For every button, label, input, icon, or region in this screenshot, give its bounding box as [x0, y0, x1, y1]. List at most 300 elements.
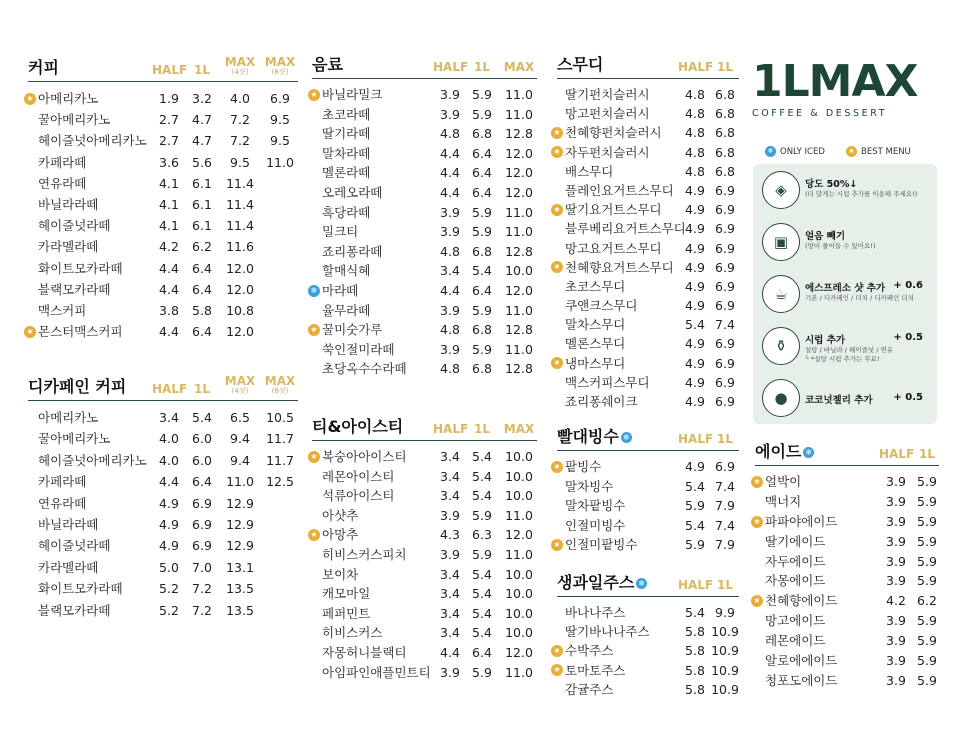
menu-item	[28, 428, 298, 449]
menu-item-name: 딸기라떼	[322, 126, 371, 142]
menu-item-price: 6.4	[472, 282, 492, 298]
menu-item-price: 12.0	[505, 282, 533, 298]
menu-item-price: 4.9	[685, 394, 705, 409]
menu-item-list	[553, 603, 739, 699]
menu-item-price: 11.0	[505, 507, 533, 523]
column-header-label: HALF	[433, 60, 469, 74]
menu-item-price: 4.7	[192, 133, 212, 149]
menu-item-price: 13.5	[226, 602, 254, 618]
menu-item-price: 3.9	[440, 106, 460, 122]
menu-item-name: 맥스커피	[38, 302, 87, 318]
section-bingsu	[553, 426, 739, 555]
menu-item-name: 밀크티	[322, 224, 359, 240]
menu-item-price: 5.2	[159, 602, 179, 618]
menu-item-price: 11.4	[226, 196, 254, 212]
menu-item-price: 12.5	[266, 474, 294, 490]
menu-item-name: 레몬아이스티	[322, 468, 395, 484]
menu-item-name: 알로에에이드	[765, 653, 838, 669]
menu-item-price: 4.7	[192, 112, 212, 128]
menu-item	[312, 340, 537, 360]
column-header	[152, 384, 186, 395]
menu-item-price: 5.8	[685, 643, 705, 659]
menu-item-price: 7.2	[192, 581, 212, 597]
snowflake-icon: ❄	[803, 447, 814, 458]
column-header	[708, 62, 742, 73]
menu-item-price: 7.9	[715, 537, 735, 553]
menu-item-price: 6.4	[472, 165, 492, 181]
menu-item-price: 5.4	[685, 605, 705, 620]
syrup-bottle-icon: ⚱	[762, 327, 800, 365]
menu-item-price: 4.9	[685, 298, 705, 314]
menu-item-name: 딸기바나나주스	[565, 624, 650, 640]
menu-item-price: 6.9	[270, 91, 290, 106]
menu-item-price: 9.5	[270, 112, 290, 128]
menu-item	[28, 471, 298, 492]
option-price: + 0.5	[893, 332, 923, 343]
menu-item-name: 바닐라라떼	[38, 196, 99, 212]
menu-item-name: 천혜향요거트스무디	[565, 259, 674, 275]
column-header	[185, 384, 219, 395]
section-header	[312, 54, 537, 79]
menu-item-name: 연유라떼	[38, 495, 87, 511]
column-header-note: (4샷)	[231, 387, 249, 395]
menu-item-price: 10.0	[505, 605, 533, 621]
menu-item	[28, 600, 298, 621]
menu-item-price: 5.9	[685, 537, 705, 553]
menu-item-price: 4.9	[685, 459, 705, 474]
option-desc: (더 달게는 시럽 추가를 이용해 주세요!)	[805, 190, 918, 198]
option-espresso	[753, 268, 937, 320]
menu-item	[553, 123, 739, 142]
menu-item-name: 카라멜라떼	[38, 239, 99, 255]
column-header-label: HALF	[152, 63, 188, 77]
menu-item-name: 말차빙수	[565, 478, 614, 494]
menu-item-price: 13.5	[226, 581, 254, 597]
menu-item-price: 9.9	[715, 605, 735, 620]
menu-item-price: 4.8	[440, 361, 460, 377]
menu-item-name: 블랙모카라떼	[38, 602, 111, 618]
menu-item-name: 마라떼	[322, 282, 359, 298]
menu-item-name: 아메리카노	[38, 410, 99, 425]
menu-item-price: 3.9	[886, 573, 906, 589]
menu-item-price: 10.0	[505, 625, 533, 641]
column-header	[185, 65, 219, 76]
menu-item-price: 12.9	[226, 538, 254, 554]
menu-item	[755, 552, 939, 572]
menu-item-price: 3.9	[886, 493, 906, 509]
menu-item-price: 10.9	[711, 624, 739, 640]
menu-item-price: 4.9	[159, 516, 179, 532]
menu-item	[557, 603, 739, 622]
menu-item-price: 4.4	[440, 644, 460, 660]
option-desc: 기본 / 디카페인 / 더치 / 디카페인 더치	[805, 294, 914, 302]
menu-item-price: 12.8	[505, 126, 533, 142]
menu-item-price: 5.2	[159, 581, 179, 597]
menu-item	[755, 671, 939, 691]
menu-item-price: 5.9	[472, 204, 492, 220]
column-header-label: 1L	[717, 578, 733, 592]
menu-item-price: 4.0	[230, 91, 250, 106]
menu-item-price: 11.0	[505, 87, 533, 102]
menu-item	[553, 641, 739, 660]
legend-only-iced	[765, 146, 825, 157]
menu-item-price: 5.9	[917, 573, 937, 589]
menu-item-name: 할매식혜	[322, 263, 371, 279]
menu-item	[312, 584, 537, 604]
star-icon: ★	[551, 204, 563, 216]
menu-item-price: 3.6	[159, 154, 179, 170]
menu-item-price: 4.4	[440, 165, 460, 181]
menu-item-price: 6.9	[715, 355, 735, 371]
column-header-label: MAX	[503, 60, 535, 74]
section-title	[28, 374, 126, 397]
menu-item-price: 5.9	[472, 664, 492, 680]
menu-item	[557, 85, 739, 104]
section-header	[557, 426, 739, 451]
menu-item	[312, 301, 537, 321]
menu-item-name: 율무라떼	[322, 302, 371, 318]
menu-item-name: 죠리퐁라떼	[322, 243, 383, 259]
menu-item-price: 6.9	[715, 202, 735, 218]
menu-item-price: 4.9	[685, 240, 705, 256]
menu-item	[312, 203, 537, 223]
menu-item-name: 자몽허니블랙티	[322, 644, 407, 660]
menu-item-price: 6.9	[715, 278, 735, 294]
menu-item-price: 5.9	[917, 553, 937, 569]
section-title	[755, 439, 814, 462]
menu-item	[28, 279, 298, 300]
menu-item	[553, 661, 739, 680]
column-header	[502, 424, 536, 435]
menu-item-price: 6.8	[472, 361, 492, 377]
menu-item-price: 3.4	[440, 449, 460, 464]
section-title-text: 디카페인 커피	[28, 377, 127, 396]
menu-item	[755, 651, 939, 671]
star-icon: ★	[551, 261, 563, 273]
menu-item	[557, 373, 739, 392]
menu-item-price: 5.4	[192, 410, 212, 425]
menu-item-name: 카페라떼	[38, 474, 87, 490]
menu-item-price: 5.9	[917, 513, 937, 529]
menu-item-name: 딸기요거트스무디	[565, 202, 662, 218]
column-header-label: 1L	[919, 447, 935, 461]
column-header	[433, 424, 467, 435]
menu-item-price: 4.4	[159, 474, 179, 490]
menu-item-price: 11.0	[505, 106, 533, 122]
menu-item-price: 9.5	[230, 154, 250, 170]
option-ice	[753, 216, 937, 268]
menu-item-name: 파파야에이드	[765, 513, 838, 529]
menu-item-price: 5.9	[917, 613, 937, 629]
section-decaf	[28, 376, 298, 621]
menu-item-price: 6.1	[192, 218, 212, 234]
column-header-label: 1L	[194, 382, 210, 396]
menu-item-price: 4.8	[685, 106, 705, 122]
menu-item	[28, 321, 298, 342]
menu-item-price: 6.4	[192, 324, 212, 340]
column-header	[708, 580, 742, 591]
menu-item-price: 5.4	[472, 625, 492, 641]
menu-item-price: 3.9	[440, 87, 460, 102]
menu-item-list	[755, 472, 939, 691]
menu-item	[28, 194, 298, 215]
menu-item-name: 오레오라떼	[322, 184, 383, 200]
star-icon: ★	[308, 324, 320, 336]
menu-item-list	[28, 88, 298, 342]
menu-item-name: 쿠앤크스무디	[565, 298, 638, 314]
section-title	[312, 414, 403, 437]
menu-item-price: 3.9	[440, 204, 460, 220]
menu-item-price: 6.4	[472, 184, 492, 200]
menu-item	[28, 535, 298, 556]
menu-item-price: 6.9	[192, 538, 212, 554]
menu-item-name: 연유라떼	[38, 175, 87, 191]
menu-item-price: 5.4	[685, 478, 705, 494]
menu-item-price: 5.4	[472, 263, 492, 279]
star-icon: ★	[846, 146, 857, 157]
menu-item-price: 11.0	[226, 474, 254, 490]
menu-item-name: 석류아이스티	[322, 488, 395, 504]
section-smoothie	[553, 54, 739, 411]
menu-item-price: 3.4	[440, 566, 460, 582]
star-icon: ★	[551, 127, 563, 139]
menu-item-price: 5.4	[472, 586, 492, 602]
menu-item-name: 청포도에이드	[765, 672, 838, 688]
menu-item-price: 5.9	[917, 493, 937, 509]
option-price: + 0.5	[893, 392, 923, 403]
menu-item-price: 6.2	[192, 239, 212, 255]
column-header	[708, 434, 742, 445]
brand-logo	[752, 56, 918, 119]
menu-item	[557, 477, 739, 497]
menu-item-price: 4.2	[886, 593, 906, 609]
menu-item-price: 3.9	[886, 513, 906, 529]
menu-item	[28, 300, 298, 321]
menu-item	[312, 506, 537, 526]
section-header	[28, 57, 298, 82]
column-header-label: MAX	[224, 374, 256, 388]
section-title-text: 티&아이스티	[312, 417, 404, 436]
star-icon: ★	[308, 451, 320, 463]
menu-item-price: 5.9	[472, 106, 492, 122]
menu-item-price: 6.8	[715, 144, 735, 160]
menu-item-price: 4.8	[685, 87, 705, 102]
menu-item-price: 3.4	[440, 468, 460, 484]
star-icon: ★	[551, 461, 563, 473]
menu-item-name: 히비스커스	[322, 625, 383, 641]
menu-item-price: 3.9	[440, 507, 460, 523]
menu-item-price: 3.4	[440, 488, 460, 504]
menu-item-price: 12.8	[505, 322, 533, 338]
menu-item-name: 냉마스무디	[565, 355, 626, 371]
column-header-label: HALF	[678, 432, 714, 446]
menu-item	[755, 492, 939, 512]
menu-item-price: 11.0	[505, 302, 533, 318]
menu-item-price: 9.4	[230, 452, 250, 468]
menu-item-price: 4.4	[440, 145, 460, 161]
menu-item-list	[312, 85, 537, 379]
menu-item-price: 5.4	[472, 566, 492, 582]
menu-item	[553, 258, 739, 277]
menu-item-price: 6.5	[230, 410, 250, 425]
menu-item-price: 5.9	[472, 341, 492, 357]
menu-item	[312, 486, 537, 506]
menu-item-price: 5.9	[917, 653, 937, 669]
menu-item-name: 천혜향에이드	[765, 593, 838, 609]
menu-item-price: 7.4	[715, 517, 735, 533]
menu-item	[28, 109, 298, 130]
menu-item-price: 6.3	[472, 527, 492, 543]
menu-item	[557, 496, 739, 516]
menu-item-price: 11.7	[266, 452, 294, 468]
column-header-label: 1L	[194, 63, 210, 77]
menu-item-name: 카페라떼	[38, 154, 87, 170]
menu-item-name: 블루베리요거트스무디	[565, 221, 686, 237]
column-header-label: HALF	[152, 382, 188, 396]
menu-item-name: 자두에이드	[765, 553, 826, 569]
menu-item	[312, 545, 537, 565]
ice-cubes-icon: ▣	[762, 223, 800, 261]
menu-item-price: 10.0	[505, 263, 533, 279]
menu-item-name: 몬스터맥스커피	[38, 324, 123, 340]
menu-item-price: 6.9	[715, 394, 735, 409]
menu-item	[553, 354, 739, 373]
option-syrup	[753, 320, 937, 372]
menu-item-price: 5.4	[472, 488, 492, 504]
menu-item-list	[553, 457, 739, 555]
menu-item-name: 히비스커스피치	[322, 546, 407, 562]
menu-item-price: 7.9	[715, 498, 735, 514]
menu-item-price: 11.0	[505, 341, 533, 357]
column-header-label: MAX	[264, 55, 296, 69]
menu-item-price: 5.9	[472, 546, 492, 562]
menu-item-price: 3.9	[440, 224, 460, 240]
menu-item-price: 6.9	[715, 336, 735, 352]
column-header-label: MAX	[503, 422, 535, 436]
menu-item	[312, 222, 537, 242]
menu-item-price: 4.2	[159, 239, 179, 255]
menu-item-name: 꿀아메리카노	[38, 431, 111, 447]
menu-item-price: 12.0	[226, 324, 254, 340]
menu-item-name: 토마토주스	[565, 662, 626, 678]
menu-item-price: 4.8	[440, 322, 460, 338]
menu-item-price: 6.8	[472, 126, 492, 142]
menu-item	[557, 296, 739, 315]
menu-item	[312, 447, 537, 467]
menu-item-name: 초코라떼	[322, 106, 371, 122]
column-header	[502, 62, 536, 73]
menu-item-price: 3.9	[440, 664, 460, 680]
section-title	[557, 570, 647, 593]
column-header-label: 1L	[717, 432, 733, 446]
menu-item-price: 6.8	[472, 322, 492, 338]
menu-item	[557, 315, 739, 334]
menu-item-price: 2.7	[159, 133, 179, 149]
star-icon: ★	[551, 357, 563, 369]
menu-item-name: 플레인요거트스무디	[565, 182, 674, 198]
option-desc: 설탕 / 바닐라 / 헤이즐넛 / 연유 └ *설탕 시럽 추가는 무료!	[805, 346, 894, 363]
menu-item-price: 6.4	[192, 474, 212, 490]
menu-item	[553, 200, 739, 219]
menu-item-name: 초당옥수수라떼	[322, 361, 407, 377]
menu-item-price: 11.0	[505, 224, 533, 240]
column-header-label: HALF	[678, 60, 714, 74]
menu-item-price: 12.0	[505, 184, 533, 200]
menu-item-name: 헤이즐넛아메리카노	[38, 133, 147, 149]
menu-item-name: 맥스커피스무디	[565, 374, 650, 390]
option-title: 에스프레소 샷 추가	[805, 283, 886, 294]
menu-item-price: 5.9	[917, 533, 937, 549]
menu-item-price: 10.0	[505, 449, 533, 464]
menu-item-price: 3.4	[440, 586, 460, 602]
menu-item-name: 아샷추	[322, 507, 359, 523]
menu-item-price: 5.9	[472, 302, 492, 318]
menu-item-price: 11.7	[266, 431, 294, 447]
menu-item-price: 5.9	[917, 474, 937, 489]
section-header	[557, 54, 739, 79]
star-icon: ★	[751, 516, 763, 528]
menu-item-price: 6.4	[192, 281, 212, 297]
menu-item-price: 11.0	[266, 154, 294, 170]
column-header	[465, 62, 499, 73]
menu-item	[28, 152, 298, 173]
menu-item-price: 5.9	[472, 87, 492, 102]
column-header	[910, 449, 944, 460]
section-header	[557, 572, 739, 597]
menu-item-price: 4.9	[159, 538, 179, 554]
menu-item-name: 캐모마일	[322, 586, 371, 602]
menu-item-name: 아메리카노	[38, 91, 99, 106]
menu-item-price: 3.4	[440, 605, 460, 621]
legend-only-iced-label: ONLY ICED	[780, 147, 825, 157]
menu-item	[312, 623, 537, 643]
menu-item	[28, 407, 298, 428]
menu-item-price: 5.9	[917, 672, 937, 688]
menu-item-name: 바닐라라떼	[38, 516, 99, 532]
column-header	[223, 57, 257, 76]
menu-item-price: 5.9	[685, 498, 705, 514]
menu-item-price: 3.9	[440, 302, 460, 318]
menu-item-price: 6.9	[715, 221, 735, 237]
column-header	[263, 376, 297, 395]
menu-item-price: 3.9	[886, 533, 906, 549]
menu-item-price: 4.4	[159, 324, 179, 340]
column-header-note: (8샷)	[271, 68, 289, 76]
menu-item-price: 12.0	[505, 165, 533, 181]
menu-item-name: 망고펀치슬러시	[565, 106, 650, 122]
menu-item-price: 3.8	[159, 302, 179, 318]
menu-item-price: 5.4	[472, 449, 492, 464]
menu-item-price: 2.7	[159, 112, 179, 128]
column-header	[678, 434, 712, 445]
menu-item-name: 말차스무디	[565, 317, 626, 333]
menu-item-price: 6.9	[715, 459, 735, 474]
section-coffee	[28, 57, 298, 342]
menu-item-price: 5.6	[192, 154, 212, 170]
column-header-label: HALF	[879, 447, 915, 461]
menu-item	[312, 525, 537, 545]
menu-item-name: 레몬에이드	[765, 633, 826, 649]
section-drinks	[312, 54, 537, 379]
menu-item-price: 12.8	[505, 243, 533, 259]
menu-item-price: 6.8	[715, 163, 735, 179]
star-icon: ★	[751, 476, 763, 488]
menu-item-price: 3.9	[886, 633, 906, 649]
menu-item	[557, 219, 739, 238]
menu-item-price: 6.2	[917, 593, 937, 609]
menu-item-price: 4.9	[685, 355, 705, 371]
menu-item-price: 4.8	[685, 163, 705, 179]
